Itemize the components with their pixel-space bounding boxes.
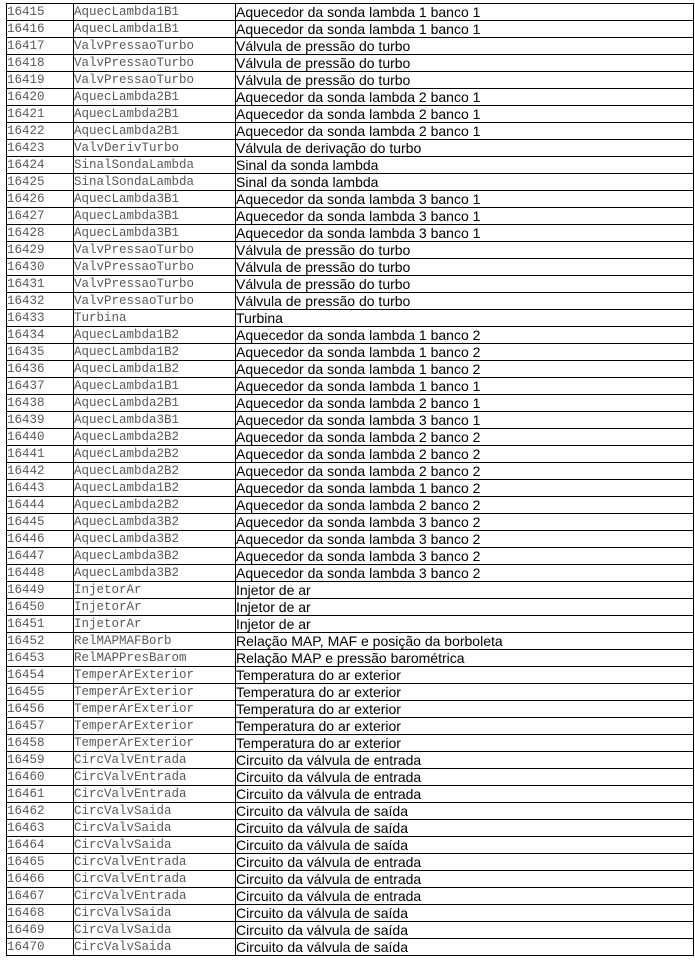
dtc-description-cell: Válvula de pressão do turbo	[236, 259, 694, 276]
dtc-name-cell: CircValvSaida	[74, 820, 236, 837]
dtc-description-cell: Aquecedor da sonda lambda 3 banco 1	[236, 412, 694, 429]
dtc-description-cell: Sinal da sonda lambda	[236, 174, 694, 191]
dtc-description-cell: Temperatura do ar exterior	[236, 684, 694, 701]
table-row	[7, 378, 694, 395]
dtc-description-cell: Aquecedor da sonda lambda 3 banco 2	[236, 548, 694, 565]
dtc-name-cell: TemperArExterior	[74, 701, 236, 718]
table-row	[7, 514, 694, 531]
dtc-description-cell: Válvula de pressão do turbo	[236, 242, 694, 259]
table-row	[7, 752, 694, 769]
dtc-code-cell: 16423	[7, 140, 74, 157]
dtc-name-cell: AquecLambda1B1	[74, 4, 236, 21]
table-row	[7, 905, 694, 922]
dtc-name-cell: AquecLambda2B1	[74, 89, 236, 106]
dtc-name-cell: CircValvSaida	[74, 939, 236, 956]
dtc-code-cell: 16449	[7, 582, 74, 599]
dtc-code-cell: 16470	[7, 939, 74, 956]
dtc-name-cell: AquecLambda2B2	[74, 446, 236, 463]
dtc-name-cell: AquecLambda3B1	[74, 412, 236, 429]
dtc-code-cell: 16433	[7, 310, 74, 327]
table-row	[7, 548, 694, 565]
dtc-name-cell: SinalSondaLambda	[74, 174, 236, 191]
table-row	[7, 888, 694, 905]
table-row	[7, 327, 694, 344]
table-row	[7, 310, 694, 327]
table-row	[7, 89, 694, 106]
table-row	[7, 242, 694, 259]
table-row	[7, 55, 694, 72]
table-row	[7, 871, 694, 888]
dtc-code-cell: 16427	[7, 208, 74, 225]
dtc-code-cell: 16445	[7, 514, 74, 531]
dtc-description-cell: Aquecedor da sonda lambda 2 banco 2	[236, 463, 694, 480]
dtc-description-cell: Aquecedor da sonda lambda 1 banco 2	[236, 344, 694, 361]
table-row	[7, 718, 694, 735]
table-row	[7, 854, 694, 871]
dtc-code-cell: 16456	[7, 701, 74, 718]
dtc-description-cell: Válvula de pressão do turbo	[236, 55, 694, 72]
dtc-code-cell: 16460	[7, 769, 74, 786]
dtc-description-cell: Circuito da válvula de entrada	[236, 888, 694, 905]
dtc-code-cell: 16434	[7, 327, 74, 344]
dtc-description-cell: Temperatura do ar exterior	[236, 667, 694, 684]
dtc-code-cell: 16440	[7, 429, 74, 446]
dtc-description-cell: Circuito da válvula de entrada	[236, 786, 694, 803]
dtc-name-cell: CircValvSaida	[74, 837, 236, 854]
dtc-description-cell: Temperatura do ar exterior	[236, 701, 694, 718]
table-row	[7, 225, 694, 242]
dtc-code-cell: 16416	[7, 21, 74, 38]
dtc-code-cell: 16425	[7, 174, 74, 191]
dtc-name-cell: CircValvEntrada	[74, 888, 236, 905]
dtc-code-cell: 16463	[7, 820, 74, 837]
dtc-code-cell: 16446	[7, 531, 74, 548]
dtc-description-cell: Aquecedor da sonda lambda 3 banco 1	[236, 208, 694, 225]
dtc-name-cell: AquecLambda3B2	[74, 531, 236, 548]
dtc-description-cell: Aquecedor da sonda lambda 2 banco 1	[236, 123, 694, 140]
dtc-code-cell: 16426	[7, 191, 74, 208]
dtc-code-cell: 16450	[7, 599, 74, 616]
table-row	[7, 582, 694, 599]
dtc-name-cell: AquecLambda1B2	[74, 361, 236, 378]
table-row	[7, 429, 694, 446]
dtc-name-cell: ValvPressaoTurbo	[74, 293, 236, 310]
dtc-name-cell: CircValvEntrada	[74, 854, 236, 871]
dtc-code-cell: 16419	[7, 72, 74, 89]
dtc-name-cell: CircValvSaida	[74, 905, 236, 922]
dtc-description-cell: Aquecedor da sonda lambda 2 banco 1	[236, 106, 694, 123]
dtc-name-cell: ValvPressaoTurbo	[74, 276, 236, 293]
table-row	[7, 922, 694, 939]
dtc-table-body	[7, 4, 694, 956]
dtc-name-cell: SinalSondaLambda	[74, 157, 236, 174]
dtc-description-cell: Injetor de ar	[236, 599, 694, 616]
dtc-description-cell: Aquecedor da sonda lambda 3 banco 2	[236, 531, 694, 548]
dtc-code-cell: 16437	[7, 378, 74, 395]
dtc-description-cell: Aquecedor da sonda lambda 3 banco 2	[236, 514, 694, 531]
dtc-name-cell: RelMAPMAFBorb	[74, 633, 236, 650]
dtc-code-cell: 16439	[7, 412, 74, 429]
dtc-code-cell: 16443	[7, 480, 74, 497]
dtc-name-cell: CircValvEntrada	[74, 871, 236, 888]
dtc-code-cell: 16428	[7, 225, 74, 242]
dtc-description-cell: Aquecedor da sonda lambda 3 banco 1	[236, 191, 694, 208]
table-row	[7, 939, 694, 956]
dtc-description-cell: Aquecedor da sonda lambda 2 banco 2	[236, 497, 694, 514]
table-row	[7, 157, 694, 174]
dtc-code-cell: 16432	[7, 293, 74, 310]
dtc-code-cell: 16453	[7, 650, 74, 667]
dtc-code-cell: 16421	[7, 106, 74, 123]
table-row	[7, 599, 694, 616]
dtc-code-cell: 16466	[7, 871, 74, 888]
dtc-description-cell: Aquecedor da sonda lambda 1 banco 1	[236, 4, 694, 21]
dtc-code-cell: 16469	[7, 922, 74, 939]
table-row	[7, 208, 694, 225]
dtc-name-cell: AquecLambda3B2	[74, 548, 236, 565]
dtc-description-cell: Aquecedor da sonda lambda 3 banco 2	[236, 565, 694, 582]
dtc-code-cell: 16418	[7, 55, 74, 72]
dtc-description-cell: Aquecedor da sonda lambda 2 banco 2	[236, 446, 694, 463]
dtc-description-cell: Circuito da válvula de saída	[236, 837, 694, 854]
dtc-name-cell: TemperArExterior	[74, 735, 236, 752]
dtc-table	[6, 3, 694, 956]
table-row	[7, 616, 694, 633]
dtc-code-cell: 16430	[7, 259, 74, 276]
dtc-name-cell: ValvPressaoTurbo	[74, 72, 236, 89]
dtc-description-cell: Aquecedor da sonda lambda 1 banco 2	[236, 361, 694, 378]
dtc-description-cell: Relação MAP e pressão barométrica	[236, 650, 694, 667]
table-row	[7, 106, 694, 123]
dtc-description-cell: Aquecedor da sonda lambda 3 banco 1	[236, 225, 694, 242]
dtc-name-cell: CircValvSaida	[74, 803, 236, 820]
dtc-name-cell: AquecLambda1B2	[74, 480, 236, 497]
dtc-code-cell: 16447	[7, 548, 74, 565]
dtc-description-cell: Circuito da válvula de entrada	[236, 854, 694, 871]
dtc-description-cell: Circuito da válvula de entrada	[236, 752, 694, 769]
table-row	[7, 786, 694, 803]
dtc-description-cell: Válvula de pressão do turbo	[236, 38, 694, 55]
dtc-description-cell: Circuito da válvula de saída	[236, 922, 694, 939]
table-row	[7, 735, 694, 752]
table-row	[7, 684, 694, 701]
table-row	[7, 361, 694, 378]
dtc-description-cell: Temperatura do ar exterior	[236, 718, 694, 735]
table-row	[7, 293, 694, 310]
dtc-code-cell: 16468	[7, 905, 74, 922]
dtc-code-cell: 16420	[7, 89, 74, 106]
table-row	[7, 565, 694, 582]
dtc-description-cell: Circuito da válvula de saída	[236, 905, 694, 922]
dtc-description-cell: Aquecedor da sonda lambda 1 banco 2	[236, 480, 694, 497]
dtc-name-cell: Turbina	[74, 310, 236, 327]
table-row	[7, 803, 694, 820]
table-row	[7, 769, 694, 786]
dtc-description-cell: Aquecedor da sonda lambda 2 banco 2	[236, 429, 694, 446]
dtc-description-cell: Circuito da válvula de saída	[236, 803, 694, 820]
dtc-description-cell: Temperatura do ar exterior	[236, 735, 694, 752]
dtc-name-cell: AquecLambda1B2	[74, 327, 236, 344]
dtc-description-cell: Circuito da válvula de saída	[236, 820, 694, 837]
dtc-name-cell: AquecLambda1B2	[74, 344, 236, 361]
dtc-name-cell: CircValvEntrada	[74, 786, 236, 803]
dtc-code-cell: 16435	[7, 344, 74, 361]
dtc-name-cell: AquecLambda3B2	[74, 514, 236, 531]
dtc-code-cell: 16417	[7, 38, 74, 55]
dtc-code-cell: 16459	[7, 752, 74, 769]
dtc-code-cell: 16454	[7, 667, 74, 684]
dtc-description-cell: Válvula de pressão do turbo	[236, 276, 694, 293]
table-row	[7, 21, 694, 38]
dtc-description-cell: Aquecedor da sonda lambda 1 banco 1	[236, 21, 694, 38]
dtc-code-cell: 16444	[7, 497, 74, 514]
table-row	[7, 650, 694, 667]
dtc-name-cell: AquecLambda3B2	[74, 565, 236, 582]
table-row	[7, 140, 694, 157]
table-row	[7, 38, 694, 55]
dtc-name-cell: AquecLambda2B1	[74, 106, 236, 123]
dtc-name-cell: InjetorAr	[74, 582, 236, 599]
dtc-name-cell: ValvPressaoTurbo	[74, 38, 236, 55]
dtc-description-cell: Circuito da válvula de entrada	[236, 871, 694, 888]
dtc-code-cell: 16457	[7, 718, 74, 735]
dtc-code-cell: 16415	[7, 4, 74, 21]
dtc-code-cell: 16461	[7, 786, 74, 803]
table-row	[7, 123, 694, 140]
dtc-description-cell: Sinal da sonda lambda	[236, 157, 694, 174]
table-row	[7, 276, 694, 293]
dtc-name-cell: TemperArExterior	[74, 718, 236, 735]
dtc-name-cell: InjetorAr	[74, 616, 236, 633]
dtc-name-cell: AquecLambda2B2	[74, 429, 236, 446]
dtc-name-cell: TemperArExterior	[74, 667, 236, 684]
table-row	[7, 497, 694, 514]
dtc-code-cell: 16451	[7, 616, 74, 633]
table-row	[7, 344, 694, 361]
table-row	[7, 446, 694, 463]
table-row	[7, 412, 694, 429]
dtc-name-cell: TemperArExterior	[74, 684, 236, 701]
table-row	[7, 4, 694, 21]
dtc-code-cell: 16467	[7, 888, 74, 905]
dtc-name-cell: InjetorAr	[74, 599, 236, 616]
dtc-description-cell: Aquecedor da sonda lambda 1 banco 2	[236, 327, 694, 344]
dtc-description-cell: Válvula de pressão do turbo	[236, 293, 694, 310]
dtc-name-cell: ValvPressaoTurbo	[74, 242, 236, 259]
dtc-description-cell: Relação MAP, MAF e posição da borboleta	[236, 633, 694, 650]
dtc-name-cell: AquecLambda2B2	[74, 463, 236, 480]
dtc-description-cell: Injetor de ar	[236, 616, 694, 633]
dtc-code-cell: 16441	[7, 446, 74, 463]
table-row	[7, 531, 694, 548]
dtc-description-cell: Válvula de pressão do turbo	[236, 72, 694, 89]
dtc-description-cell: Circuito da válvula de saída	[236, 939, 694, 956]
table-row	[7, 820, 694, 837]
dtc-name-cell: ValvPressaoTurbo	[74, 55, 236, 72]
dtc-name-cell: AquecLambda1B1	[74, 378, 236, 395]
dtc-description-cell: Turbina	[236, 310, 694, 327]
dtc-code-cell: 16442	[7, 463, 74, 480]
dtc-name-cell: AquecLambda3B1	[74, 208, 236, 225]
dtc-description-cell: Aquecedor da sonda lambda 2 banco 1	[236, 89, 694, 106]
dtc-name-cell: CircValvEntrada	[74, 769, 236, 786]
table-row	[7, 837, 694, 854]
dtc-code-cell: 16438	[7, 395, 74, 412]
dtc-code-cell: 16464	[7, 837, 74, 854]
dtc-name-cell: CircValvEntrada	[74, 752, 236, 769]
table-row	[7, 72, 694, 89]
table-row	[7, 701, 694, 718]
dtc-name-cell: AquecLambda3B1	[74, 225, 236, 242]
table-row	[7, 463, 694, 480]
dtc-name-cell: AquecLambda1B1	[74, 21, 236, 38]
table-row	[7, 667, 694, 684]
dtc-code-cell: 16422	[7, 123, 74, 140]
dtc-code-cell: 16424	[7, 157, 74, 174]
dtc-name-cell: CircValvSaida	[74, 922, 236, 939]
dtc-description-cell: Injetor de ar	[236, 582, 694, 599]
dtc-code-cell: 16462	[7, 803, 74, 820]
dtc-code-cell: 16458	[7, 735, 74, 752]
dtc-code-cell: 16452	[7, 633, 74, 650]
table-row	[7, 191, 694, 208]
dtc-name-cell: AquecLambda2B1	[74, 123, 236, 140]
dtc-name-cell: AquecLambda3B1	[74, 191, 236, 208]
dtc-description-cell: Aquecedor da sonda lambda 2 banco 1	[236, 395, 694, 412]
table-row	[7, 480, 694, 497]
dtc-code-cell: 16448	[7, 565, 74, 582]
table-row	[7, 259, 694, 276]
dtc-description-cell: Aquecedor da sonda lambda 1 banco 1	[236, 378, 694, 395]
dtc-code-cell: 16431	[7, 276, 74, 293]
dtc-code-cell: 16465	[7, 854, 74, 871]
dtc-name-cell: RelMAPPresBarom	[74, 650, 236, 667]
table-row	[7, 633, 694, 650]
table-row	[7, 174, 694, 191]
dtc-code-cell: 16429	[7, 242, 74, 259]
dtc-code-cell: 16436	[7, 361, 74, 378]
table-row	[7, 395, 694, 412]
dtc-description-cell: Circuito da válvula de entrada	[236, 769, 694, 786]
dtc-name-cell: AquecLambda2B1	[74, 395, 236, 412]
dtc-name-cell: ValvDerivTurbo	[74, 140, 236, 157]
dtc-description-cell: Válvula de derivação do turbo	[236, 140, 694, 157]
dtc-name-cell: AquecLambda2B2	[74, 497, 236, 514]
dtc-name-cell: ValvPressaoTurbo	[74, 259, 236, 276]
dtc-code-cell: 16455	[7, 684, 74, 701]
